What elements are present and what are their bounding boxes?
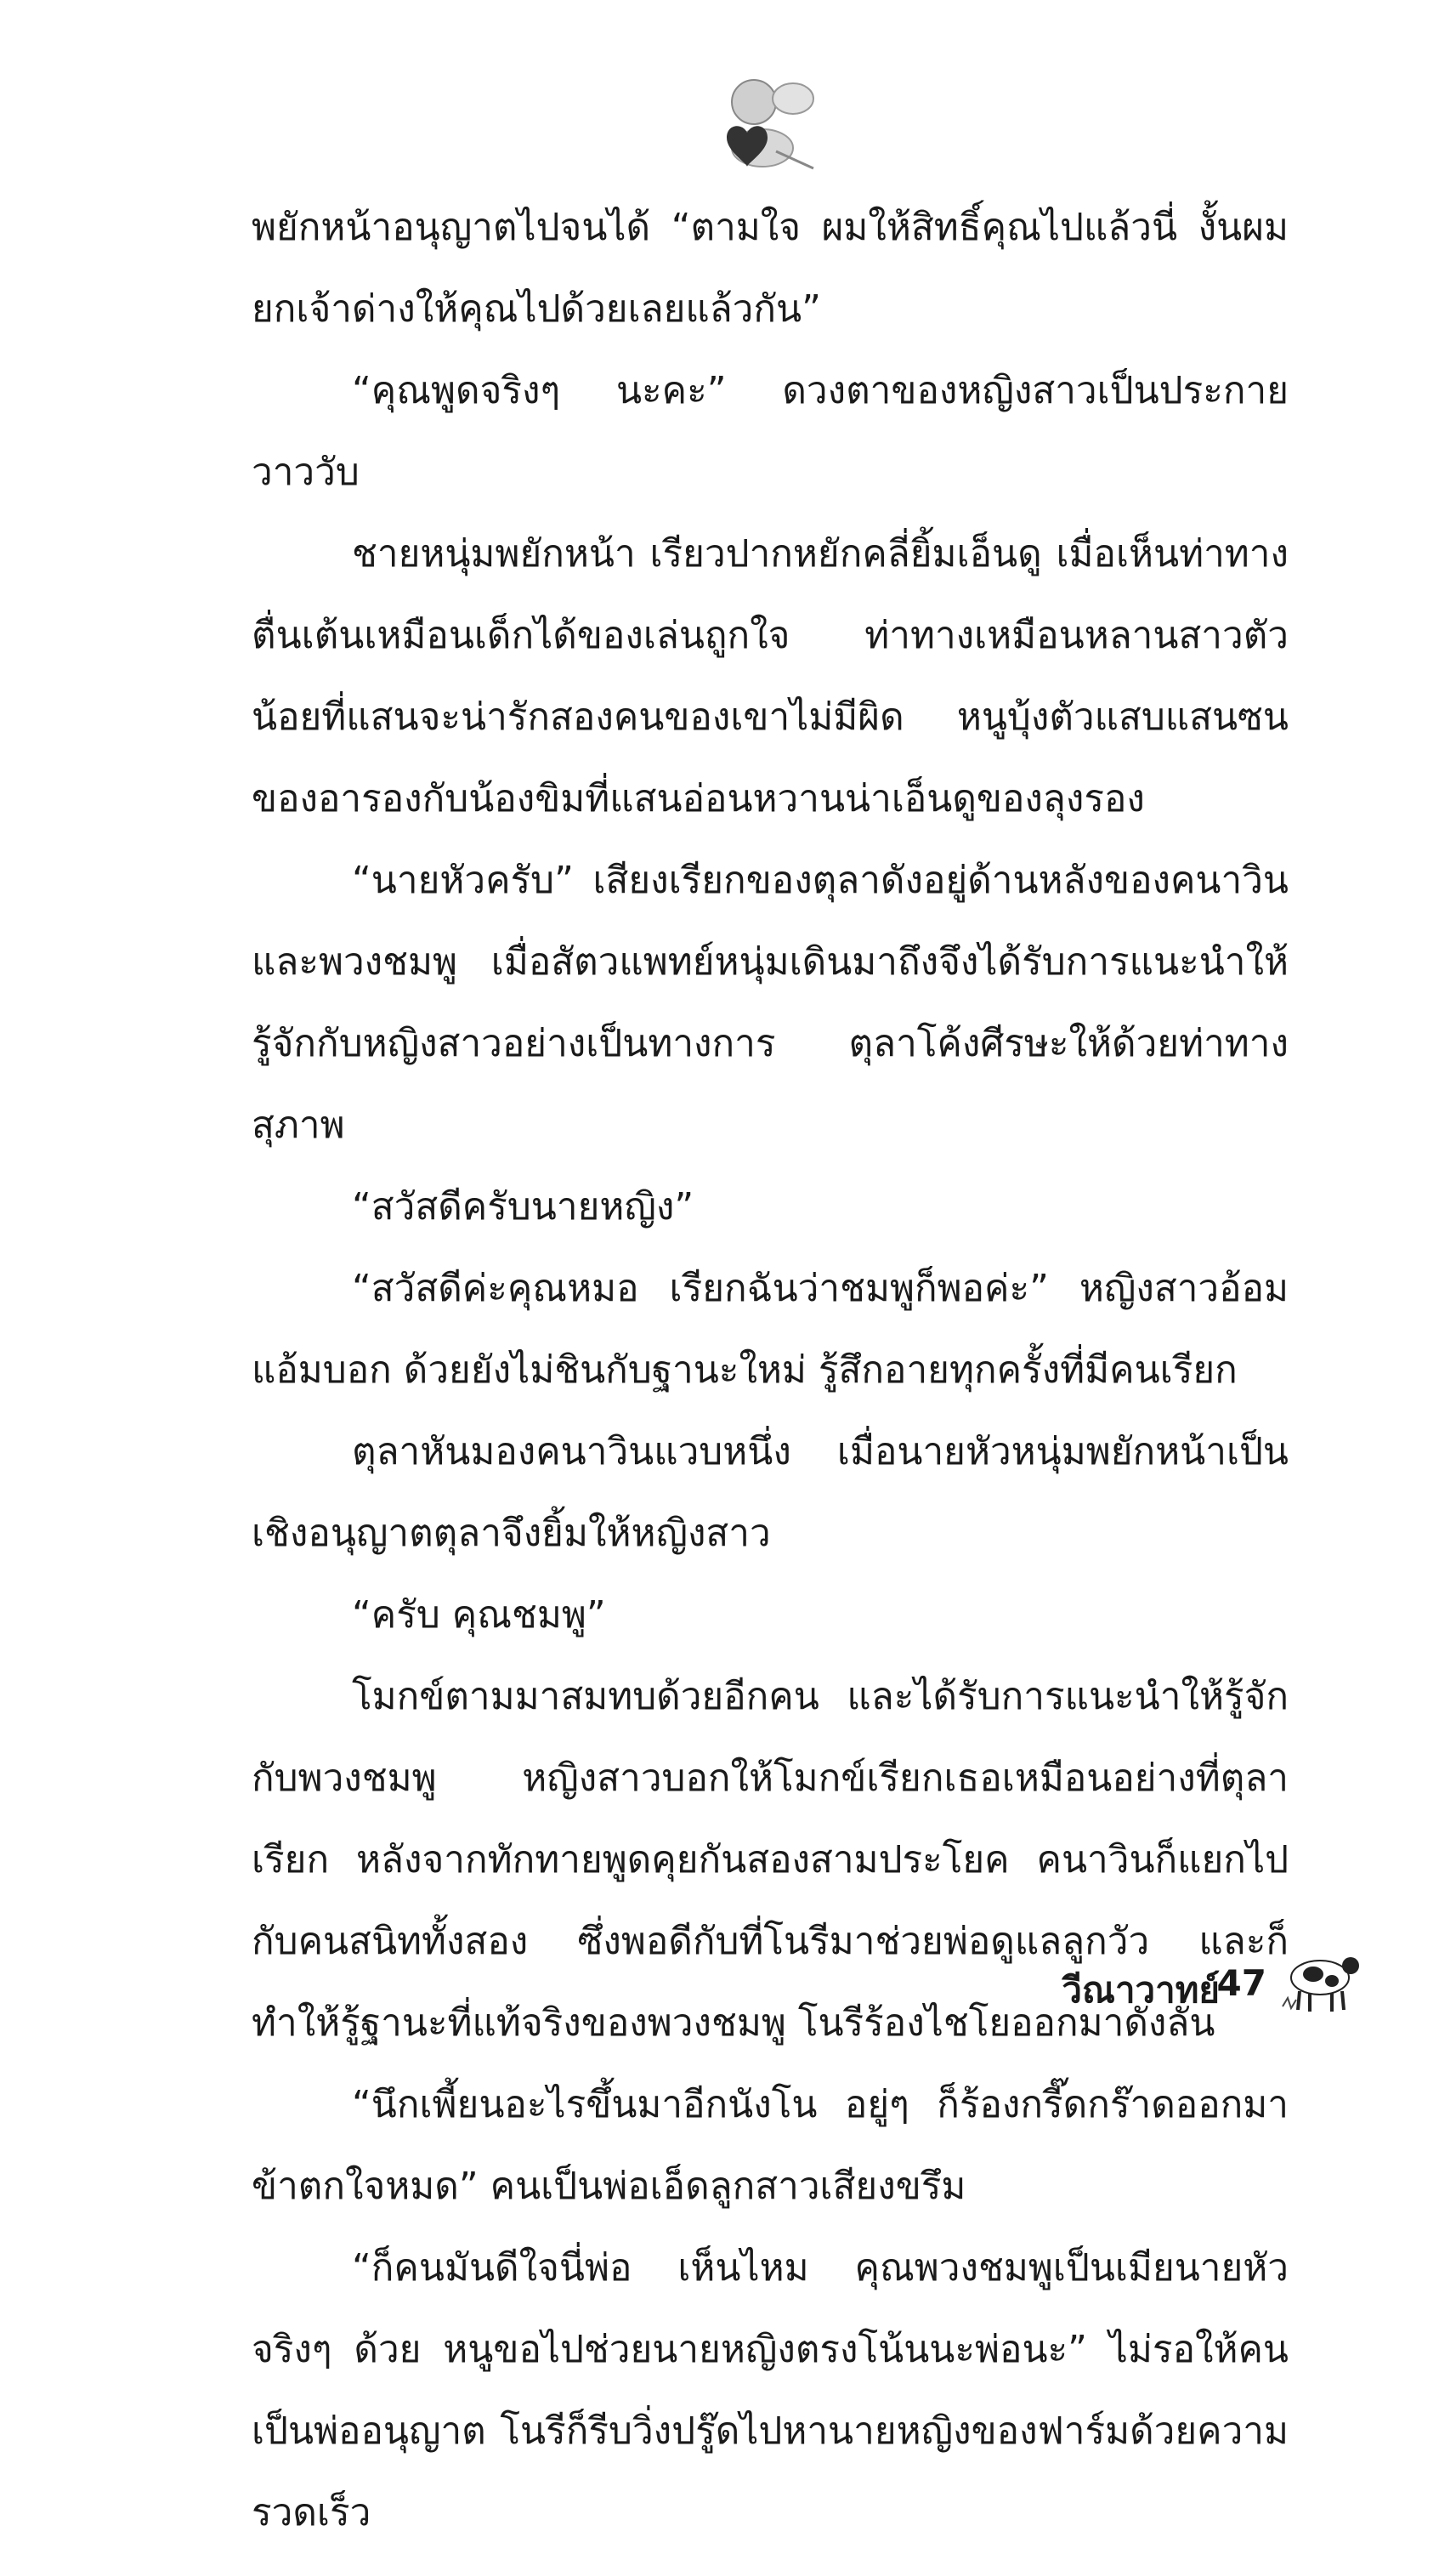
body-text — [252, 187, 1289, 2554]
paragraph: “ก็คนมันดีใจนี่พ่อ เห็นไหม คุณพวงชมพูเป็นเมียนายหัวจริงๆ ด้วย หนูขอไปช่วยนายหญิงตรงโน้นนะพ่อนะ” ไม่รอให้คนเป็นพ่ออนุญาต โนรีก็รีบวิ่งปรู๊ดไปหานายหญิงของฟาร์มด้วยความรวดเร็ว — [252, 2246, 1289, 2534]
paragraph: โมกข์ตามมาสมทบด้วยอีกคน และได้รับการแนะนำให้รู้จักกับพวงชมพู หญิงสาวบอกให้โมกข์เรียกเธอเหมือนอย่างที่ตุลาเรียก หลังจากทักทายพูดคุยกันสองสามประโยค คนาวินก็แยกไปกับคนสนิททั้งสอง ซึ่งพอดีกับที่โนรีมาช่วยพ่อดูแลลูกวัว และก็ทำให้รู้ฐานะที่แท้จริงของพวงชมพู โนรีร้องไชโยออกมาดังลั่น — [252, 1675, 1289, 2045]
paragraph: “สวัสดีครับนายหญิง” — [352, 1185, 694, 1229]
page-footer — [1003, 1947, 1360, 2032]
book-title: วีณาวาทย์ — [1062, 1969, 1220, 2011]
paragraph: ตุลาหันมองคนาวินแวบหนึ่ง เมื่อนายหัวหนุ่มพยักหน้าเป็นเชิงอนุญาตตุลาจึงยิ้มให้หญิงสาว — [252, 1430, 1289, 1555]
paragraph: “นายหัวครับ” เสียงเรียกของตุลาดังอยู่ด้านหลังของคนาวินและพวงชมพู เมื่อสัตวแพทย์หนุ่มเดินมาถึงจึงได้รับการแนะนำให้รู้จักกับหญิงสาวอย่างเป็นทางการ ตุลาโค้งศีรษะให้ด้วยท่าทางสุภาพ — [252, 859, 1289, 1147]
paragraph: “นึกเพี้ยนอะไรขึ้นมาอีกนังโน อยู่ๆ ก็ร้องกรี๊ดกร๊าดออกมา ข้าตกใจหมด” คนเป็นพ่อเอ็ดลูกสาวเสียงขรึม — [252, 2083, 1289, 2208]
cherub-heart-icon — [710, 60, 829, 179]
paragraph: พยักหน้าอนุญาตไปจนได้ “ตามใจ ผมให้สิทธิ์คุณไปแล้วนี่ งั้นผมยกเจ้าด่างให้คุณไปด้วยเลยแล้วกัน” — [252, 206, 1289, 331]
paragraph: “ครับ คุณชมพู” — [352, 1593, 606, 1637]
cow-icon — [1279, 1947, 1360, 2015]
paragraph: “สวัสดีค่ะคุณหมอ เรียกฉันว่าชมพูก็พอค่ะ” หญิงสาวอ้อมแอ้มบอก ด้วยยังไม่ชินกับฐานะใหม่ รู้สึกอายทุกครั้งที่มีคนเรียก — [252, 1267, 1289, 1392]
page-number: 47 — [1216, 1962, 1266, 2004]
paragraph: ชายหนุ่มพยักหน้า เรียวปากหยักคลี่ยิ้มเอ็นดู เมื่อเห็นท่าทางตื่นเต้นเหมือนเด็กได้ของเล่นถูกใจ ท่าทางเหมือนหลานสาวตัวน้อยที่แสนจะน่ารักสองคนของเขาไม่มีผิด หนูบุ้งตัวแสบแสนซนของอารองกับน้องขิมที่แสนอ่อนหวานน่าเอ็นดูของลุงรอง — [252, 532, 1289, 820]
paragraph: “คุณพูดจริงๆ นะคะ” ดวงตาของหญิงสาวเป็นประกายวาววับ — [252, 369, 1289, 494]
